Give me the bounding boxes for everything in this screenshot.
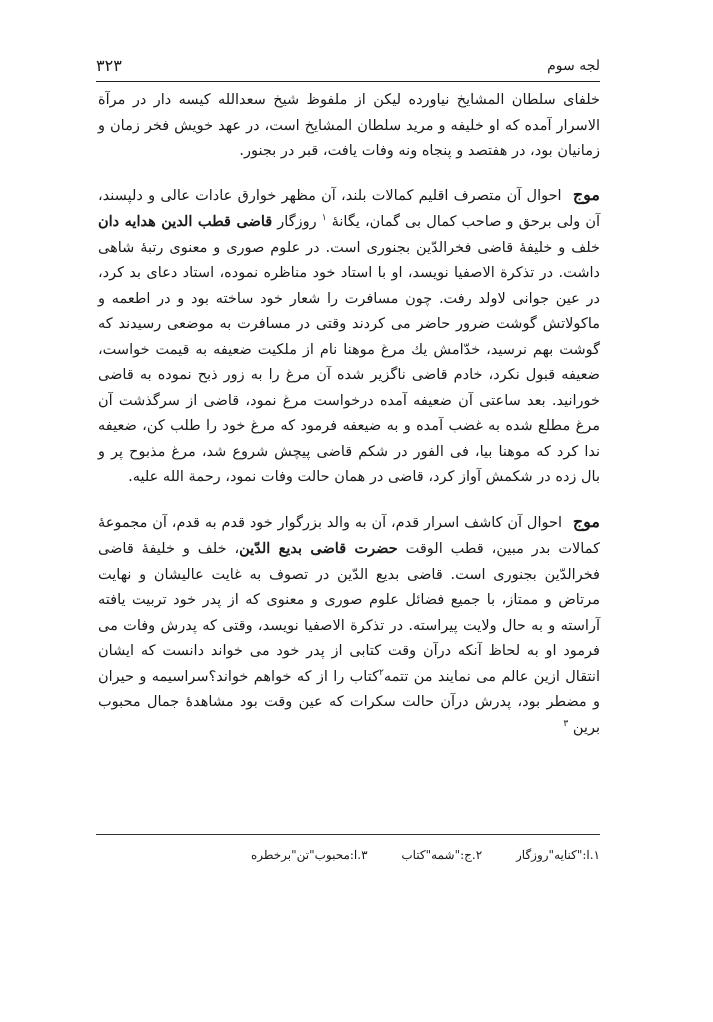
footnote: ۱.ا:"کنایه"روزگار xyxy=(516,848,600,862)
person-name: حضرت قاضی بدیع الدّین xyxy=(239,540,398,557)
footnote-marker: ۲ xyxy=(379,667,384,678)
page-number: ۳۲۳ xyxy=(96,56,122,75)
paragraph-text: خلفای سلطان المشایخ نیاورده لیکن از ملفوظ شیخ سعدالله کیسه دار در مرآة الاسرار آمده که او خلیفه و مرید سلطان المشایخ است، در عهد خویش فخر زمان و زمانیان بود، در هفتصد و پنجاه ونه وفات یافت، قبر در بجنور. xyxy=(98,92,600,159)
footnote-marker: ۳ xyxy=(563,718,569,729)
page-header xyxy=(96,56,600,78)
footnotes xyxy=(96,846,600,864)
person-name: قاضی قطب الدین هدایه دان xyxy=(98,213,273,230)
footnote: ۲.ج:"شمه"کتاب xyxy=(401,848,483,862)
footnote-rule xyxy=(96,834,600,835)
footnote-marker: ۱ xyxy=(321,213,327,224)
paragraph-text: کتاب را از که خواهم خواند؟سراسیمه و حیران و مضطر بود، پدرش درآن حالت سکرات که عین وقت بود مشاهدهٔ جمال محبوب برین xyxy=(98,668,600,736)
section-title: موج xyxy=(572,511,600,531)
paragraph-text: خلف و خلیفهٔ قاضی فخرالدّین بجنوری است. در علوم صوری و معنوی رتبهٔ شاهی داشت. در تذکرة الاصفیا نویسد، او با استاد خود مناظره نموده، استاد دعای بد کرد، در عین جوانی لاولد رفت. چون مسافرت را شعار خود ساخته بود و در اطعمه و ماکولاتش گوشت ضرور حاضر می کردند وقتی در مسافرت به موضعی رسیدند که گوشت بهم نرسید، خدّامش یك مرغ موهنا نام از ملکیت ضعیفه به قیمت خواست، ضعیفه قبول نکرد، خادم قاضی ناگزیر شده آن مرغ را به زور ذبح نموده به قاضی خورانید. بعد ساعتی آن ضعیفه آمده درخواست مرغ نمود، قاضی از سرگذشت آن مرغ مطلع شده به غضب آمده و به ضیعفه فرمود که مرغ خود را طلب کن، ضعیفه ندا کرد که موهنا بیا، فی الفور در شکم قاضی پیچش شروع شد، مرغ مذبوح پر و بال زده در شکمش آواز کرد، قاضی در همان حالت وفات نمود، رحمة الله علیه. xyxy=(98,239,600,485)
paragraph-text: ، خلف و خلیفهٔ قاضی فخرالدّین بجنوری است. قاضی بدیع الدّین در تصوف به غایت عالیشان و نهایت مرتاض و ممتاز، با جمیع فضائل علوم صوری و معنوی که از پدر خود تربیت یافته آراسته و به حال ولایت پیراسته. در تذکرة الاصفیا نویسد، وقتی که پدرش وفات می فرمود او به لحاظ آنکه درآن وقت کتابی از پدر خود می خواند دانست که ایشان انتقال ازین عالم می نمایند من تتمه xyxy=(98,541,600,685)
footnote: ۳.ا:محبوب"تن"برخطره xyxy=(250,848,368,862)
paragraph-text: روزگار xyxy=(277,214,317,230)
paragraph xyxy=(98,182,600,491)
header-rule xyxy=(96,81,600,82)
body-text xyxy=(98,88,600,741)
running-head: لجه سوم xyxy=(547,58,600,74)
section-title: موج xyxy=(572,184,600,204)
paragraph xyxy=(98,509,600,742)
paragraph-text: احوال آن متصرف اقلیم کمالات بلند، آن مظهر خوارق عادات عالی و دلپسند، آن ولی برحق و صاحب کمال بی گمان، یگانهٔ xyxy=(98,187,601,230)
paragraph xyxy=(98,88,600,165)
paragraph-text: احوال آن کاشف اسرار قدم، آن به والد بزرگوار خود قدم به قدم، آن مجموعهٔ کمالات بدر مبین، قطب الوقت xyxy=(98,514,600,557)
